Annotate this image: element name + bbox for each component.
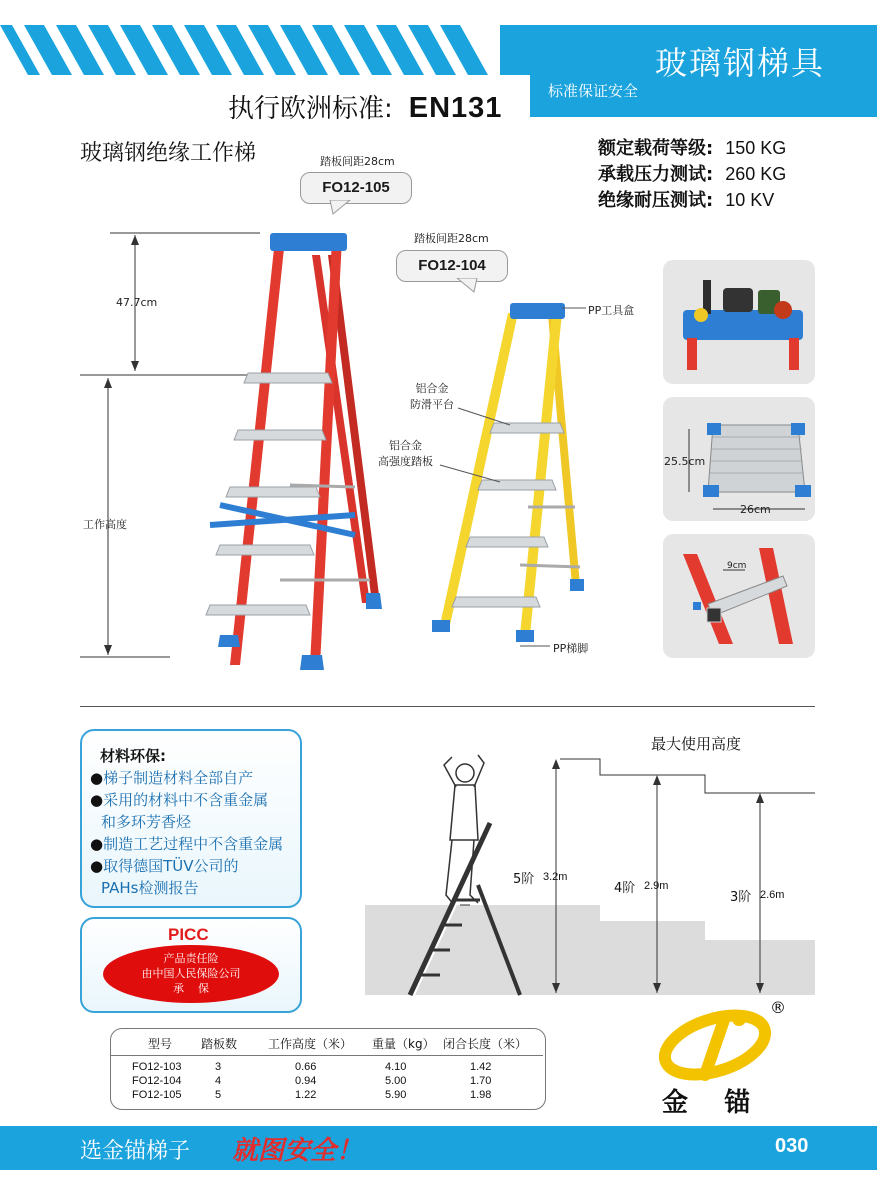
table-cell: 5 bbox=[215, 1089, 222, 1101]
spec-pressure: 承载压力测试: 260 KG bbox=[598, 164, 787, 185]
section-divider bbox=[80, 706, 815, 707]
spec-voltage: 绝缘耐压测试: 10 KV bbox=[598, 190, 775, 211]
standard-line bbox=[228, 88, 502, 125]
table-cell: 0.94 bbox=[295, 1075, 317, 1087]
table-cell: 1.22 bbox=[295, 1089, 317, 1101]
table-cell: FO12-105 bbox=[132, 1089, 182, 1101]
picc-title: PICC bbox=[168, 925, 209, 944]
bullet-4: ●取得德国TÜV公司的 bbox=[90, 857, 239, 875]
table-cell: 4 bbox=[215, 1075, 222, 1087]
table-cell: 3 bbox=[215, 1061, 222, 1073]
tread-label: 铝合金 高强度踏板 bbox=[378, 439, 433, 468]
table-header-steps: 踏板数 bbox=[201, 1037, 238, 1051]
spec-load: 额定载荷等级: 150 KG bbox=[598, 138, 787, 159]
header-stripes bbox=[0, 25, 560, 75]
table-header-height: 工作高度（米） bbox=[268, 1037, 353, 1051]
bullet-2-cont: 和多环芳香烃 bbox=[101, 813, 192, 831]
red-model-bubble: FO12-105 bbox=[300, 172, 412, 204]
height-diagram bbox=[360, 745, 820, 1005]
red-bubble-tail bbox=[325, 200, 355, 215]
table-header-model: 型号 bbox=[148, 1037, 173, 1051]
product-title: 玻璃钢绝缘工作梯 bbox=[80, 141, 257, 166]
tool-tray-illustration bbox=[663, 260, 815, 384]
bullet-1: ●梯子制造材料全部自产 bbox=[90, 769, 254, 787]
height-3: 2.6m bbox=[760, 889, 785, 901]
insurance-line-3: 承 保 bbox=[173, 982, 209, 995]
table-cell: FO12-103 bbox=[132, 1061, 182, 1073]
platform-height-dim: 25.5cm bbox=[664, 455, 706, 468]
yellow-model-bubble: FO12-104 bbox=[396, 250, 508, 282]
table-cell: 5.90 bbox=[385, 1089, 407, 1101]
red-working-height: 工作高度 bbox=[83, 518, 127, 531]
registered-mark: ® bbox=[770, 998, 786, 1017]
tool-box-label: PP工具盒 bbox=[588, 304, 635, 317]
company-logo-mark bbox=[655, 1005, 775, 1083]
environment-bullets bbox=[90, 767, 283, 899]
table-header-weight: 重量（kg） bbox=[372, 1037, 435, 1051]
environment-box bbox=[80, 729, 302, 908]
category-subtitle: 标准保证安全 bbox=[548, 82, 639, 100]
table-cell: 1.70 bbox=[470, 1075, 492, 1087]
thumbnail-step-detail bbox=[663, 534, 815, 658]
steps-5: 5阶 bbox=[513, 872, 535, 887]
yellow-bubble-tail bbox=[452, 278, 482, 293]
category-title: 玻璃钢梯具 bbox=[655, 44, 826, 82]
thumbnail-tool-tray bbox=[663, 260, 815, 384]
company-logo-name: 金 锚 bbox=[662, 1088, 751, 1118]
table-cell: 0.66 bbox=[295, 1061, 317, 1073]
bullet-3: ●制造工艺过程中不含重金属 bbox=[90, 835, 284, 853]
step-depth-dim: 9cm bbox=[727, 561, 747, 571]
table-header-rule bbox=[111, 1055, 543, 1056]
table-header-length: 闭合长度（米） bbox=[443, 1037, 528, 1051]
table-cell: 4.10 bbox=[385, 1061, 407, 1073]
height-5: 3.2m bbox=[543, 871, 568, 883]
environment-title: 材料环保: bbox=[100, 747, 166, 765]
yellow-step-spacing: 踏板间距28cm bbox=[414, 232, 489, 245]
bullet-2: ●采用的材料中不含重金属 bbox=[90, 791, 269, 809]
footer-text: 选金锚梯子 bbox=[80, 1139, 191, 1164]
height-4: 2.9m bbox=[644, 880, 669, 892]
standard-code: EN131 bbox=[408, 92, 503, 124]
standard-label: 执行欧洲标准: bbox=[228, 94, 393, 124]
footer-slogan: 就图安全！ bbox=[232, 1136, 363, 1166]
platform-label: 铝合金 防滑平台 bbox=[410, 382, 454, 411]
steps-4: 4阶 bbox=[614, 881, 636, 896]
insurance-line-2: 由中国人民保险公司 bbox=[141, 967, 241, 980]
feet-label: PP梯脚 bbox=[553, 642, 589, 655]
steps-3: 3阶 bbox=[730, 890, 752, 905]
table-cell: 1.98 bbox=[470, 1089, 492, 1101]
table-cell: 5.00 bbox=[385, 1075, 407, 1087]
red-step-spacing: 踏板间距28cm bbox=[320, 155, 395, 168]
red-ladder-illustration bbox=[70, 225, 390, 675]
diagram-title: 最大使用高度 bbox=[651, 735, 742, 753]
red-top-dimension: 47.7cm bbox=[116, 296, 158, 309]
table-cell: FO12-104 bbox=[132, 1075, 182, 1087]
step-detail-illustration bbox=[663, 534, 815, 658]
insurance-line-1: 产品责任险 bbox=[163, 952, 219, 965]
yellow-leader-lines bbox=[400, 300, 600, 660]
table-cell: 1.42 bbox=[470, 1061, 492, 1073]
bullet-4-cont: PAHs检测报告 bbox=[101, 879, 199, 897]
platform-width-dim: 26cm bbox=[740, 503, 771, 516]
page-number: 030 bbox=[775, 1135, 809, 1157]
